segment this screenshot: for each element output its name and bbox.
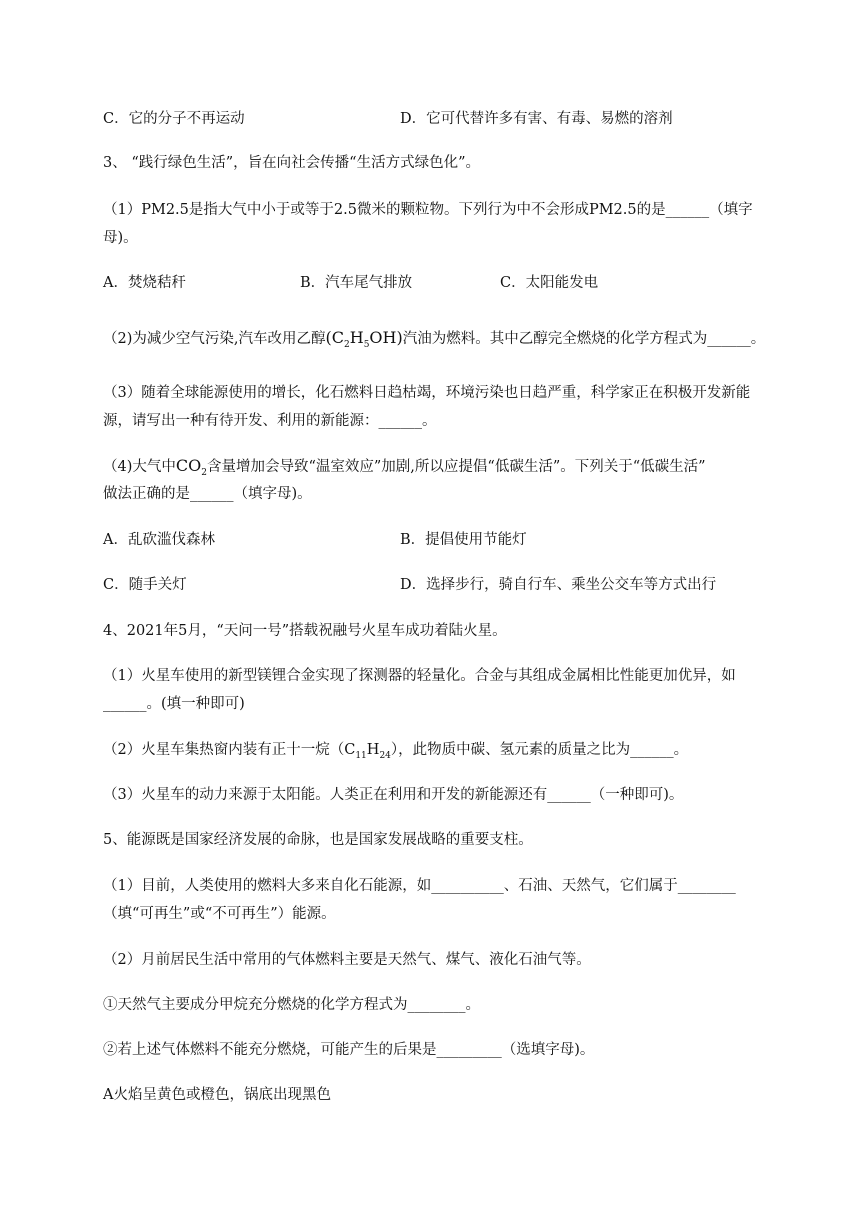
q5-p2-option-a: A火焰呈黄色或橙色，锅底出现黑色 — [103, 1087, 331, 1103]
q2-option-c: C．它的分子不再运动 — [103, 111, 245, 127]
q3-p1-option-a: A．焚烧秸秆 — [103, 275, 186, 291]
q3-stem: 3、 “践行绿色生活”，旨在向社会传播“生活方式绿色化”。 — [103, 155, 480, 171]
q5-p2-ii: ②若上述气体燃料不能充分燃烧，可能产生的后果是_________（选填字母)。 — [103, 1042, 595, 1058]
q3-p2-post: 汽油为燃料。其中乙醇完全燃烧的化学方程式为______。 — [402, 331, 766, 347]
q3-p3-line2: 源，请写出一种有待开发、利用的新能源：______。 — [103, 413, 437, 429]
q3-p1-line1: （1）PM2.5是指大气中小于或等于2.5微米的颗粒物。下列行为中不会形成PM2.5的是______（填字 — [103, 202, 753, 218]
q3-p2-pre: （2)为减少空气污染,汽车改用乙醇 — [103, 331, 326, 347]
co2-formula: $CO_2$ — [175, 456, 207, 479]
q3-p3-line1: （3）随着全球能源使用的增长，化石燃料日趋枯竭，环境污染也日趋严重，科学家正在积极开发新能 — [103, 385, 751, 401]
q5-p2: （2）月前居民生活中常用的气体燃料主要是天然气、煤气、液化石油气等。 — [103, 952, 591, 968]
q2-option-d: D．它可代替许多有害、有毒、易燃的溶剂 — [400, 111, 673, 127]
q5-p2-i: ①天然气主要成分甲烷充分燃烧的化学方程式为________。 — [103, 997, 480, 1013]
q4-p3: （3）火星车的动力来源于太阳能。人类正在利用和开发的新能源还有______（一种即可)。 — [103, 787, 684, 803]
q3-p4-line1: （4)大气中$CO_2$含量增加会导致“温室效应”加剧,所以应提倡“低碳生活”。下列关于“低碳生活” — [103, 456, 706, 479]
q3-p1-option-c: C．太阳能发电 — [500, 275, 599, 291]
q3-p1-line2: 母)。 — [103, 230, 138, 246]
q3-p2 — [103, 328, 765, 349]
q5-p1-line1: （1）目前，人类使用的燃料大多来自化石能源，如__________、石油、天然气，它们属于________ — [103, 878, 736, 894]
q5-p1-line2: （填“可再生”或“不可再生”）能源。 — [103, 906, 336, 922]
q4-p2: （2）火星车集热窗内装有正十一烷$(C_{11}H_{24})$，此物质中碳、氢元素的质量之比为______。 — [103, 742, 689, 761]
q3-p4-option-c: C．随手关灯 — [103, 577, 187, 593]
ethanol-formula: $(C_2H_5OH)$ — [325, 328, 403, 351]
q3-p4-option-b: B．提倡使用节能灯 — [400, 532, 527, 548]
q3-p4-option-d: D．选择步行，骑自行车、乘坐公交车等方式出行 — [400, 577, 717, 593]
q4-p1-line2: ______。(填一种即可) — [103, 696, 245, 712]
q4-stem: 4、2021年5月，“天问一号”搭载祝融号火星车成功着陆火星。 — [103, 623, 507, 639]
q3-p4-line2: 做法正确的是______（填字母)。 — [103, 486, 312, 502]
q4-p1-line1: （1）火星车使用的新型镁锂合金实现了探测器的轻量化。合金与其组成金属相比性能更加优异，如 — [103, 668, 736, 684]
q3-p4-option-a: A．乱砍滥伐森林 — [103, 532, 215, 548]
q5-stem: 5、能源既是国家经济发展的命脉，也是国家发展战略的重要支柱。 — [103, 832, 533, 848]
q3-p1-option-b: B．汽车尾气排放 — [300, 275, 413, 291]
